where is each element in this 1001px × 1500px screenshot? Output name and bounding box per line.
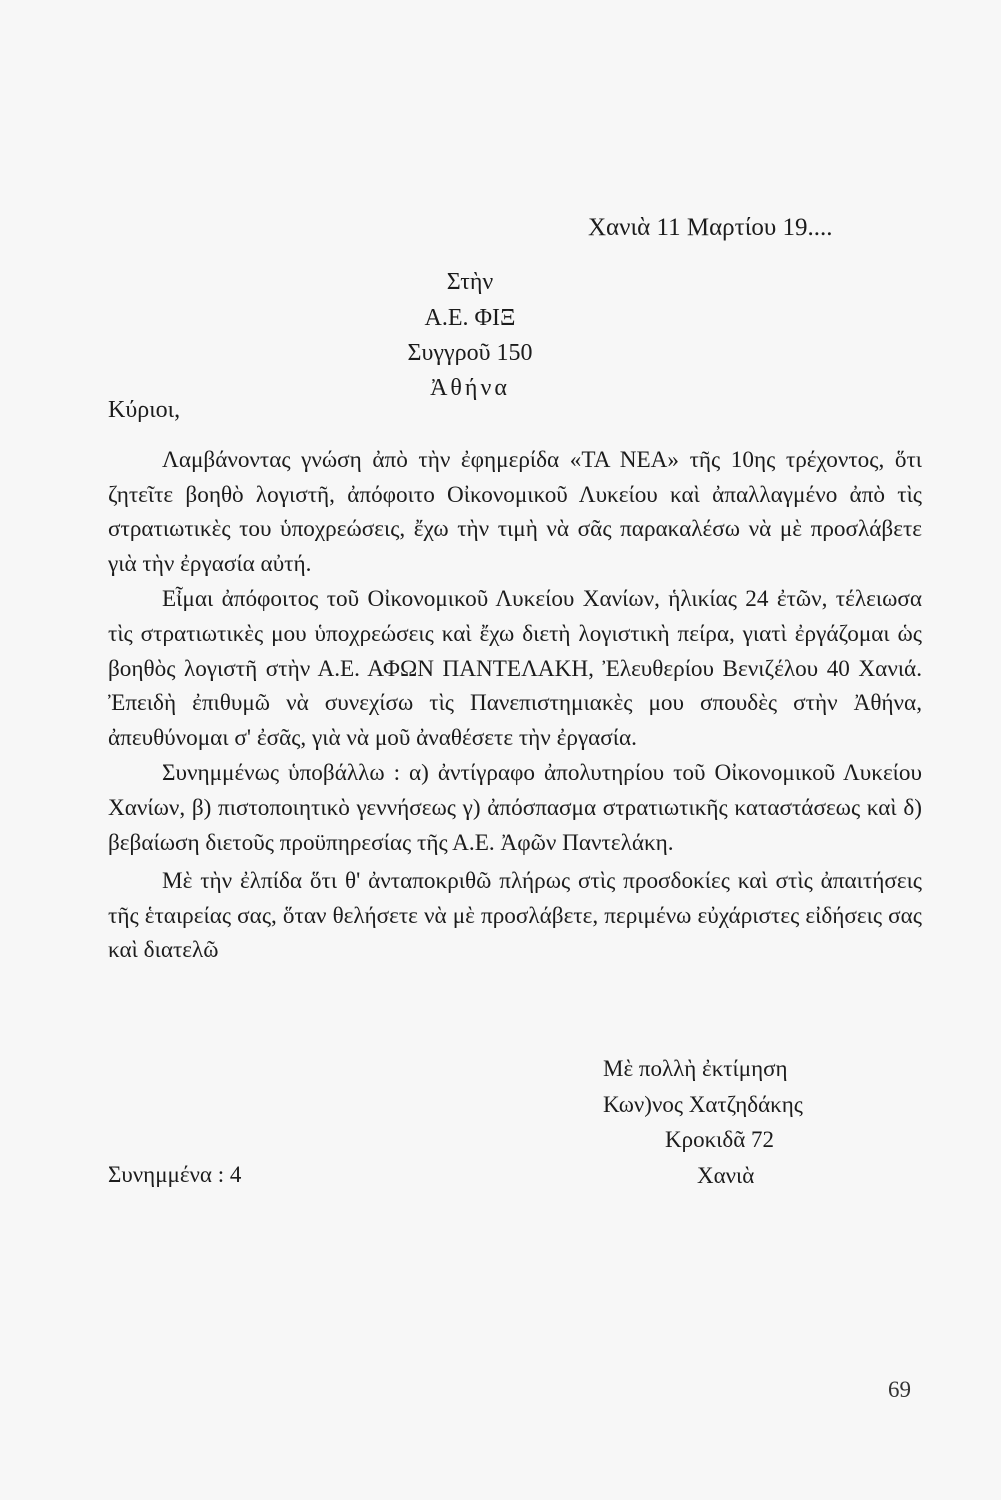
recipient-line-1: Στὴν <box>446 269 494 295</box>
closing-line-4: Χανιὰ <box>697 1163 755 1188</box>
salutation: Κύριοι, <box>108 397 181 423</box>
page-number: 69 <box>888 1377 911 1402</box>
closing-line-1: Μὲ πολλὴ ἐκτίμηση <box>603 1056 788 1081</box>
body-paragraph-4: Μὲ τὴν ἐλπίδα ὅτι θ' ἀνταποκριθῶ πλήρως στὶς προσδοκίες καὶ στὶς ἀπαιτήσεις τῆς ἑταιρείας σας, ὅταν θελήσετε νὰ μὲ προσλάβετε, περιμένω εὐχάριστες εἰδήσεις σας καὶ διατελῶ <box>108 868 922 964</box>
body-paragraph-1: Λαμβάνοντας γνώση ἀπὸ τὴν ἐφημερίδα «ΤΑ ΝΕΑ» τῆς 10ης τρέχοντος, ὅτι ζητεῖτε βοηθὸ λογιστῆ, ἀπόφοιτο Οἰκονομικοῦ Λυκείου καὶ ἀπαλλαγμένο ἀπὸ τὶς στρατιωτικὲς του ὑποχρεώσεις, ἔχω τὴν τιμὴ νὰ σᾶς παρακαλέσω νὰ μὲ προσλάβετε γιὰ τὴν ἐργασία αὐτή. <box>108 447 922 577</box>
attachments-note: Συνημμένα : 4 <box>108 1162 242 1187</box>
body-paragraph-2: Εἶμαι ἀπόφοιτος τοῦ Οἰκονομικοῦ Λυκείου Χανίων, ἡλικίας 24 ἐτῶν, τέλειωσα τὶς στρατιωτικὲς μου ὑποχρεώσεις καὶ ἔχω διετὴ λογιστικὴ πείρα, γιατὶ ἐργάζομαι ὡς βοηθὸς λογιστῆ στὴν Α.Ε. ΑΦΩΝ ΠΑΝΤΕΛΑΚΗ, Ἐλευθερίου Βενιζέλου 40 Χανιά. Ἐπειδὴ ἐπιθυμῶ νὰ συνεχίσω τὶς Πανεπιστημιακὲς μου σπουδὲς στὴν Ἀθήνα, ἀπευθύνομαι σ' ἐσᾶς, γιὰ νὰ μοῦ ἀναθέσετε τὴν ἐργασία. <box>108 586 922 751</box>
letter-date: Χανιὰ 11 Μαρτίου 19.... <box>588 214 833 241</box>
body-paragraph-3: Συνημμένως ὑποβάλλω : α) ἀντίγραφο ἀπολυτηρίου τοῦ Οἰκονομικοῦ Λυκείου Χανίων, β) πιστοποιητικὸ γεννήσεως γ) ἀπόσπασμα στρατιωτικῆς καταστάσεως καὶ δ) βεβαίωση διετοῦς προϋπηρεσίας τῆς Α.Ε. Ἀφῶν Παντελάκη. <box>108 760 922 856</box>
closing-line-2: Κων)νος Χατζηδάκης <box>603 1092 803 1117</box>
recipient-line-4: Ἀθήνα <box>430 375 510 401</box>
recipient-line-2: Α.Ε. ΦΙΞ <box>424 305 516 331</box>
recipient-line-3: Συγγροῦ 150 <box>407 340 533 366</box>
closing-line-3: Κροκιδᾶ 72 <box>665 1127 775 1152</box>
letter-body <box>108 443 922 969</box>
